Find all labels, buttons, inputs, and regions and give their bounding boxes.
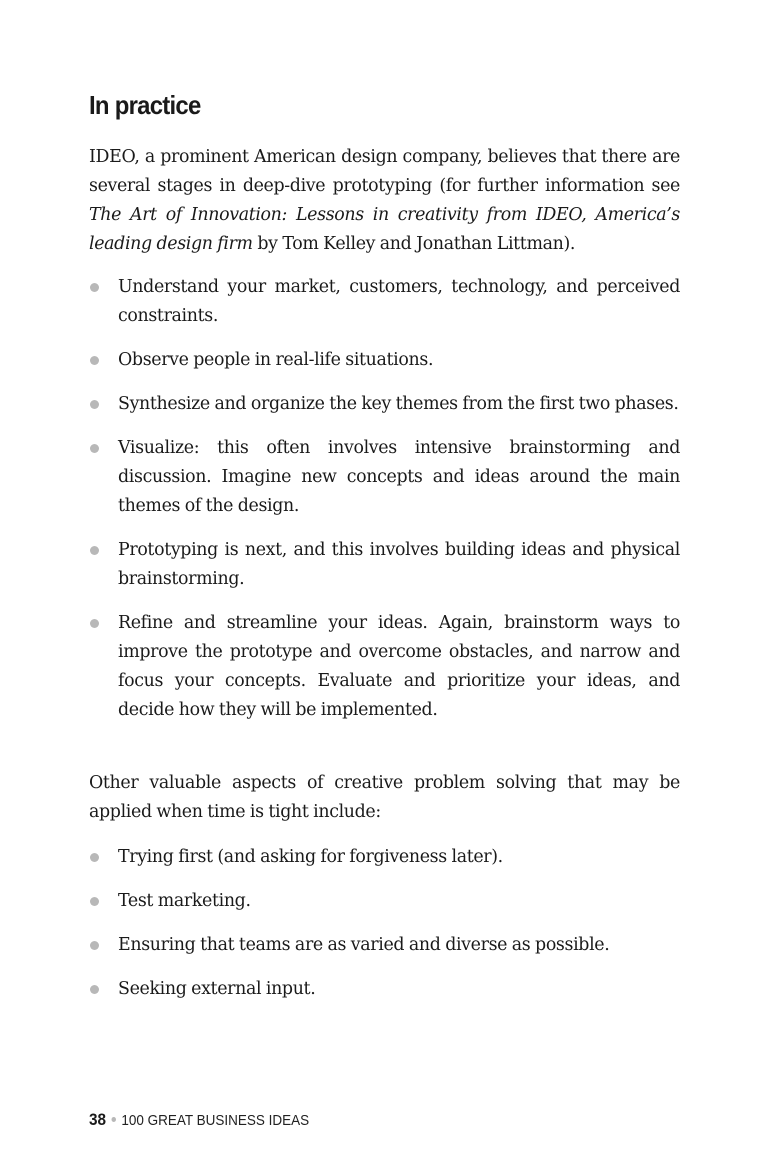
list-item: Understand your market, customers, technology, and perceived constraints. [89, 273, 680, 331]
list-item: Prototyping is next, and this involves building ideas and physical brainstorming. [89, 536, 680, 594]
intro-text-start: IDEO, a prominent American design company, believes that there are several stages in deep-dive prototyping (for further information see [89, 147, 680, 196]
bullet-icon [90, 283, 99, 292]
list-item: Ensuring that teams are as varied and diverse as possible. [89, 931, 680, 960]
list-item: Refine and streamline your ideas. Again, brainstorm ways to improve the prototype and overcome obstacles, and narrow and focus your concepts. Evaluate and prioritize your ideas, and decide how they will be implemented. [89, 609, 680, 725]
bullet-icon [90, 400, 99, 409]
page-footer [89, 1110, 309, 1130]
intro-text-end: by Tom Kelley and Jonathan Littman). [252, 234, 576, 254]
bullet-icon [90, 356, 99, 365]
page-number: 38 [89, 1110, 107, 1129]
list-item: Seeking external input. [89, 975, 680, 1004]
running-book-title: 100 GREAT BUSINESS IDEAS [121, 1112, 310, 1129]
bullet-icon [90, 619, 99, 628]
other-aspects-list [89, 843, 680, 1019]
bullet-icon [90, 546, 99, 555]
bullet-icon [90, 853, 99, 862]
list-item: Observe people in real-life situations. [89, 346, 680, 375]
book-title-reference: The Art of Innovation: Lessons in creativity from IDEO, America’s leading design firm [89, 205, 680, 254]
list-item: Test marketing. [89, 887, 680, 916]
prototyping-stages-list [89, 273, 680, 740]
bullet-icon [90, 444, 99, 453]
bullet-icon [90, 985, 99, 994]
list-item: Visualize: this often involves intensive brainstorming and discussion. Imagine new concepts and ideas around the main themes of the design. [89, 434, 680, 521]
list-item: Synthesize and organize the key themes from the first two phases. [89, 390, 680, 419]
bullet-icon [90, 941, 99, 950]
section-heading: In practice [89, 90, 201, 120]
separator-dot-icon [111, 1117, 116, 1122]
other-aspects-intro: Other valuable aspects of creative problem solving that may be applied when time is tight include: [89, 773, 680, 822]
intro-paragraph [89, 143, 680, 259]
list-item: Trying first (and asking for forgiveness later). [89, 843, 680, 872]
bullet-icon [90, 897, 99, 906]
